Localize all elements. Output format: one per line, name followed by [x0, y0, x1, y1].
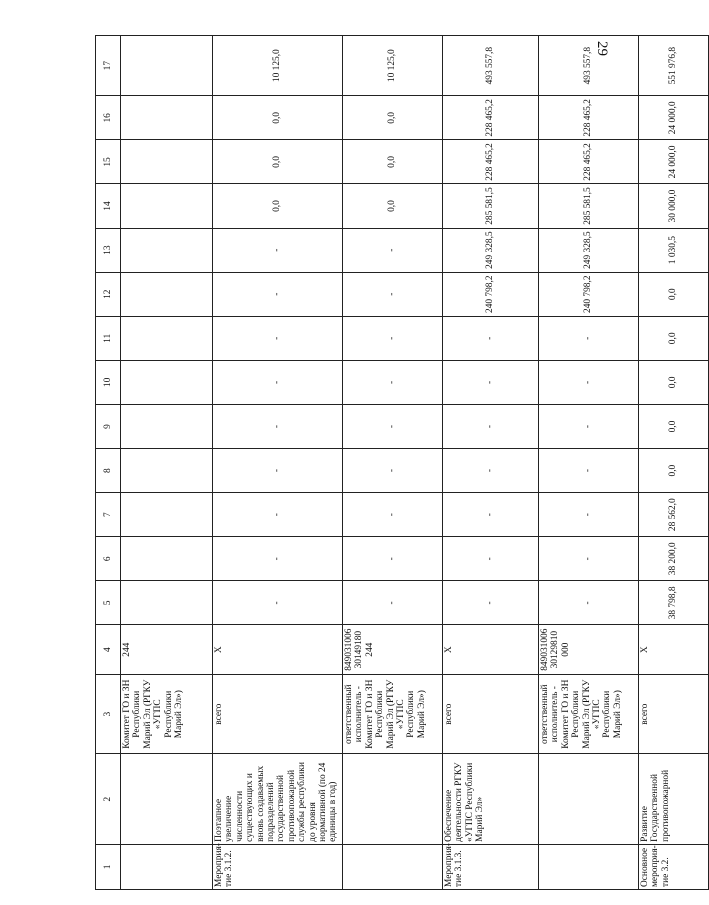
cell-value: - — [539, 493, 639, 537]
cell-value — [121, 272, 213, 316]
cell-value: 493 557,8 — [443, 36, 539, 96]
cell-value: 285 581,5 — [443, 184, 539, 228]
cell-value: - — [213, 360, 343, 404]
cell-c3: ответственный исполнитель - Комитет ГО и ЗН Республики Марий Эл (РГКУ «УГПС Республики Марий Эл») — [343, 674, 443, 754]
cell-value: - — [343, 581, 443, 625]
col-header: 7 — [96, 493, 121, 537]
cell-c2 — [343, 754, 443, 844]
col-header: 14 — [96, 184, 121, 228]
cell-value: - — [343, 493, 443, 537]
cell-value — [121, 360, 213, 404]
cell-c3: всего — [213, 674, 343, 754]
cell-c3: ответственный исполнитель - Комитет ГО и ЗН Республики Марий Эл (РГКУ «УГПС Республики Марий Эл») — [539, 674, 639, 754]
cell-value: - — [213, 537, 343, 581]
cell-value: - — [443, 404, 539, 448]
cell-value: 0,0 — [343, 96, 443, 140]
cell-value: - — [443, 316, 539, 360]
cell-value: - — [213, 449, 343, 493]
cell-value: 285 581,5 — [539, 184, 639, 228]
cell-value: 228 465,2 — [443, 140, 539, 184]
col-header: 1 — [96, 844, 121, 889]
cell-value: 0,0 — [639, 449, 709, 493]
col-header: 11 — [96, 316, 121, 360]
table-row — [343, 36, 443, 890]
col-header: 16 — [96, 96, 121, 140]
cell-value: - — [539, 581, 639, 625]
cell-value: 28 562,0 — [639, 493, 709, 537]
cell-value: - — [539, 449, 639, 493]
cell-value: - — [539, 360, 639, 404]
cell-c1: Мероприя-тие 3.1.3. — [443, 844, 539, 889]
cell-c4: Х — [443, 625, 539, 674]
cell-value: - — [443, 537, 539, 581]
cell-value: 228 465,2 — [443, 96, 539, 140]
cell-value: - — [343, 449, 443, 493]
cell-value: 228 465,2 — [539, 140, 639, 184]
table-row — [539, 36, 639, 890]
col-header: 17 — [96, 36, 121, 96]
col-header: 5 — [96, 581, 121, 625]
cell-value: 24 000,0 — [639, 96, 709, 140]
cell-value: 0,0 — [213, 140, 343, 184]
cell-value — [121, 537, 213, 581]
cell-value: - — [213, 228, 343, 272]
cell-value — [121, 184, 213, 228]
cell-value: - — [539, 404, 639, 448]
cell-c3: всего — [639, 674, 709, 754]
cell-value: - — [343, 228, 443, 272]
cell-value: 240 798,2 — [443, 272, 539, 316]
table-row — [121, 36, 213, 890]
cell-value: 493 557,8 — [539, 36, 639, 96]
cell-value: - — [213, 316, 343, 360]
cell-value: - — [343, 537, 443, 581]
cell-c4: 244 — [121, 625, 213, 674]
col-header: 8 — [96, 449, 121, 493]
cell-c1 — [121, 844, 213, 889]
cell-value — [121, 228, 213, 272]
cell-c2: Развитие Государственной противопожарной — [639, 754, 709, 844]
col-header: 13 — [96, 228, 121, 272]
cell-value — [121, 493, 213, 537]
cell-value: 10 125,0 — [343, 36, 443, 96]
header-row — [96, 36, 121, 890]
rotated-table-container — [95, 35, 679, 890]
cell-c4: 849031006 30129810 000 — [539, 625, 639, 674]
cell-value: 0,0 — [639, 316, 709, 360]
cell-c1 — [343, 844, 443, 889]
cell-value: - — [343, 272, 443, 316]
cell-value: - — [343, 360, 443, 404]
cell-value — [121, 449, 213, 493]
cell-value: - — [539, 316, 639, 360]
cell-value: - — [443, 581, 539, 625]
cell-value — [121, 581, 213, 625]
cell-value — [121, 404, 213, 448]
budget-table — [95, 35, 709, 890]
cell-value: 24 000,0 — [639, 140, 709, 184]
cell-value: 551 976,8 — [639, 36, 709, 96]
cell-value: - — [343, 316, 443, 360]
cell-c1 — [539, 844, 639, 889]
cell-value: 0,0 — [639, 360, 709, 404]
cell-c4: 849031006 30149180 244 — [343, 625, 443, 674]
cell-value: 0,0 — [213, 184, 343, 228]
cell-value: 0,0 — [639, 404, 709, 448]
cell-value: 0,0 — [343, 184, 443, 228]
col-header: 15 — [96, 140, 121, 184]
col-header: 2 — [96, 754, 121, 844]
cell-c4: Х — [213, 625, 343, 674]
cell-value: 1 030,5 — [639, 228, 709, 272]
cell-c2 — [121, 754, 213, 844]
table-body — [121, 36, 709, 890]
table-row — [443, 36, 539, 890]
cell-value: 38 200,0 — [639, 537, 709, 581]
cell-c3: Комитет ГО и ЗН Республики Марий Эл (РГКУ «УГПС Республики Марий Эл») — [121, 674, 213, 754]
cell-value: - — [343, 404, 443, 448]
cell-value: 249 328,5 — [443, 228, 539, 272]
cell-value: - — [443, 360, 539, 404]
cell-value: - — [539, 537, 639, 581]
cell-value: - — [443, 449, 539, 493]
cell-value: 0,0 — [343, 140, 443, 184]
cell-value: - — [443, 493, 539, 537]
cell-value: - — [213, 581, 343, 625]
cell-value: 249 328,5 — [539, 228, 639, 272]
cell-value — [121, 36, 213, 96]
cell-value — [121, 140, 213, 184]
cell-c1: Основное мероприя-тие 3.2. — [639, 844, 709, 889]
cell-value: - — [213, 404, 343, 448]
cell-value: 30 000,0 — [639, 184, 709, 228]
cell-value: - — [213, 272, 343, 316]
cell-c2: Обеспечение деятельности РГКУ «УГПС Республики Марий Эл» — [443, 754, 539, 844]
col-header: 10 — [96, 360, 121, 404]
cell-c2: Поэтапное увеличение численности существующих и вновь создаваемых подразделений государственной противопожарной службы республики до уровня нормативной (по 24 единицы в год) — [213, 754, 343, 844]
cell-value: 228 465,2 — [539, 96, 639, 140]
col-header: 3 — [96, 674, 121, 754]
cell-value: 0,0 — [213, 96, 343, 140]
page-number: 29 — [594, 41, 610, 56]
cell-c3: всего — [443, 674, 539, 754]
cell-value: 38 798,8 — [639, 581, 709, 625]
cell-value — [121, 96, 213, 140]
col-header: 6 — [96, 537, 121, 581]
cell-c4: Х — [639, 625, 709, 674]
table-row — [213, 36, 343, 890]
col-header: 12 — [96, 272, 121, 316]
col-header: 4 — [96, 625, 121, 674]
cell-value: 0,0 — [639, 272, 709, 316]
cell-c1: Мероприя-тие 3.1.2. — [213, 844, 343, 889]
cell-value: 240 798,2 — [539, 272, 639, 316]
table-row — [639, 36, 709, 890]
cell-c2 — [539, 754, 639, 844]
cell-value — [121, 316, 213, 360]
col-header: 9 — [96, 404, 121, 448]
cell-value: 10 125,0 — [213, 36, 343, 96]
cell-value: - — [213, 493, 343, 537]
